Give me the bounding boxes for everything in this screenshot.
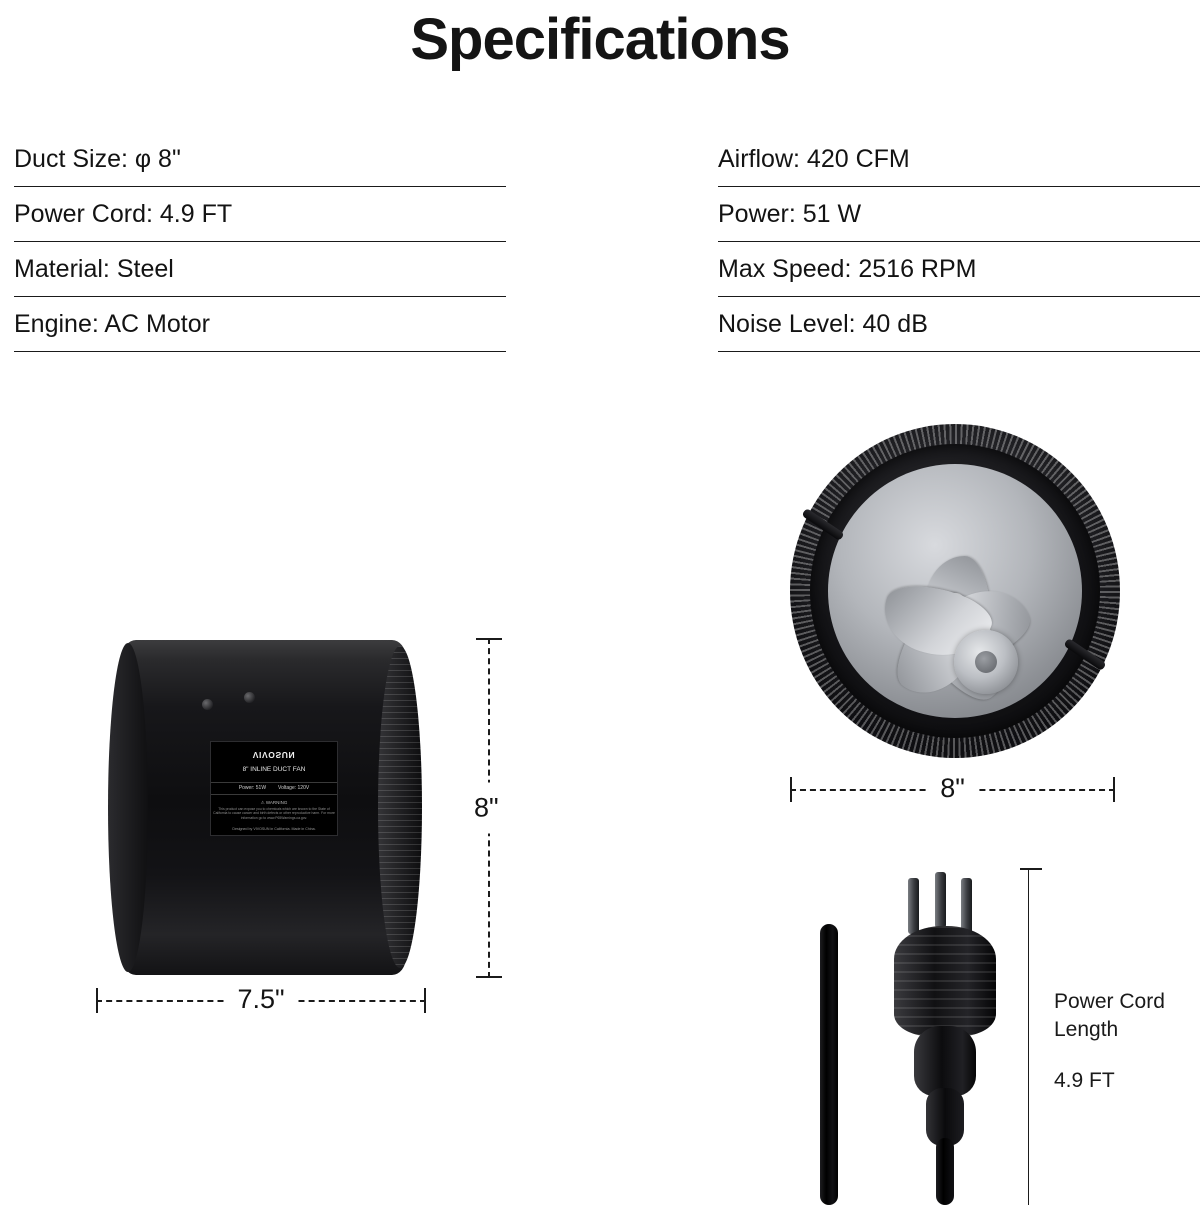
spec-row bbox=[718, 242, 1200, 297]
duct-fan-side-view bbox=[104, 640, 422, 975]
spec-value: 40 dB bbox=[862, 310, 928, 338]
dimension-label: 7.5" bbox=[225, 984, 296, 1015]
dimension-body-width bbox=[96, 986, 426, 1016]
warning-text: This product can expose you to chemicals which are known to the State of California to cause cancer and birth defects or other reproductive harm. For more information go to www.P65Warnings.ca.gov. bbox=[213, 806, 335, 820]
dimension-label: 8" bbox=[472, 783, 501, 834]
cord-length-annotation bbox=[1054, 988, 1194, 1095]
fan-hub bbox=[954, 630, 1018, 694]
product-label-plate bbox=[210, 741, 338, 836]
fan-blade-shell bbox=[828, 464, 1082, 718]
spec-table-right bbox=[718, 132, 1200, 352]
power-cord-cable bbox=[820, 924, 838, 1205]
spec-key: Material: bbox=[14, 255, 110, 283]
dimension-tick-right bbox=[424, 988, 426, 1013]
dimension-tick-right bbox=[1113, 777, 1115, 802]
duct-fan-front-view bbox=[790, 424, 1120, 758]
spec-value: 51 W bbox=[802, 200, 862, 228]
warning-title: ⚠ WARNING bbox=[260, 800, 288, 805]
dimension-body-height bbox=[472, 638, 508, 978]
dimension-fan-diameter bbox=[790, 775, 1115, 805]
product-model: 8" INLINE DUCT FAN bbox=[242, 765, 306, 773]
plug-cord-tail bbox=[936, 1138, 954, 1205]
dimension-tick-top bbox=[1020, 868, 1042, 870]
label-voltage: Voltage: 120V bbox=[278, 784, 310, 791]
dimension-cord-length bbox=[1020, 868, 1046, 1205]
brand-name: VIVOSUN bbox=[252, 749, 296, 760]
dimension-tick-bottom bbox=[476, 976, 502, 978]
dimension-tick-top bbox=[476, 638, 502, 640]
spec-row bbox=[14, 297, 506, 352]
label-electrical-specs bbox=[211, 782, 337, 796]
screw-icon bbox=[244, 692, 255, 703]
dimension-line bbox=[1028, 868, 1029, 1205]
spec-row bbox=[718, 187, 1200, 242]
dimension-tick-left bbox=[790, 777, 792, 802]
spec-key: Power: bbox=[718, 200, 796, 228]
plug-neck bbox=[914, 1026, 976, 1096]
plug-prong bbox=[908, 878, 919, 934]
plug-prong bbox=[935, 872, 946, 928]
spec-table-left bbox=[14, 132, 506, 352]
spec-row bbox=[14, 242, 506, 297]
page-title: Specifications bbox=[410, 7, 790, 72]
spec-value: 2516 RPM bbox=[858, 255, 977, 283]
spec-value: AC Motor bbox=[104, 310, 210, 338]
spec-row bbox=[718, 132, 1200, 187]
spec-key: Airflow: bbox=[718, 145, 800, 173]
spec-row bbox=[14, 187, 506, 242]
spec-value: 4.9 FT bbox=[159, 200, 233, 228]
plug-prong bbox=[961, 878, 972, 934]
plug-head bbox=[894, 926, 996, 1036]
label-power: Power: 51W bbox=[238, 784, 267, 791]
spec-key: Power Cord: bbox=[14, 200, 153, 228]
fan-left-end-cap bbox=[108, 643, 148, 972]
spec-key: Duct Size: bbox=[14, 145, 128, 173]
spec-value: 420 CFM bbox=[806, 145, 910, 173]
screw-icon bbox=[202, 699, 213, 710]
spec-value: Steel bbox=[116, 255, 174, 283]
spec-value: φ 8" bbox=[134, 145, 181, 173]
cord-length-value: 4.9 FT bbox=[1054, 1068, 1115, 1092]
label-footer: Designed by VIVOSUN in California. Made in China. bbox=[232, 826, 316, 831]
spec-row bbox=[14, 132, 506, 187]
power-plug bbox=[890, 866, 1000, 1205]
spec-key: Noise Level: bbox=[718, 310, 856, 338]
fan-crimped-collar bbox=[378, 646, 422, 968]
cord-length-title: Power Cord Length bbox=[1054, 990, 1165, 1042]
spec-row bbox=[718, 297, 1200, 352]
dimension-tick-left bbox=[96, 988, 98, 1013]
spec-key: Max Speed: bbox=[718, 255, 852, 283]
dimension-label: 8" bbox=[926, 773, 979, 804]
spec-key: Engine: bbox=[14, 310, 99, 338]
